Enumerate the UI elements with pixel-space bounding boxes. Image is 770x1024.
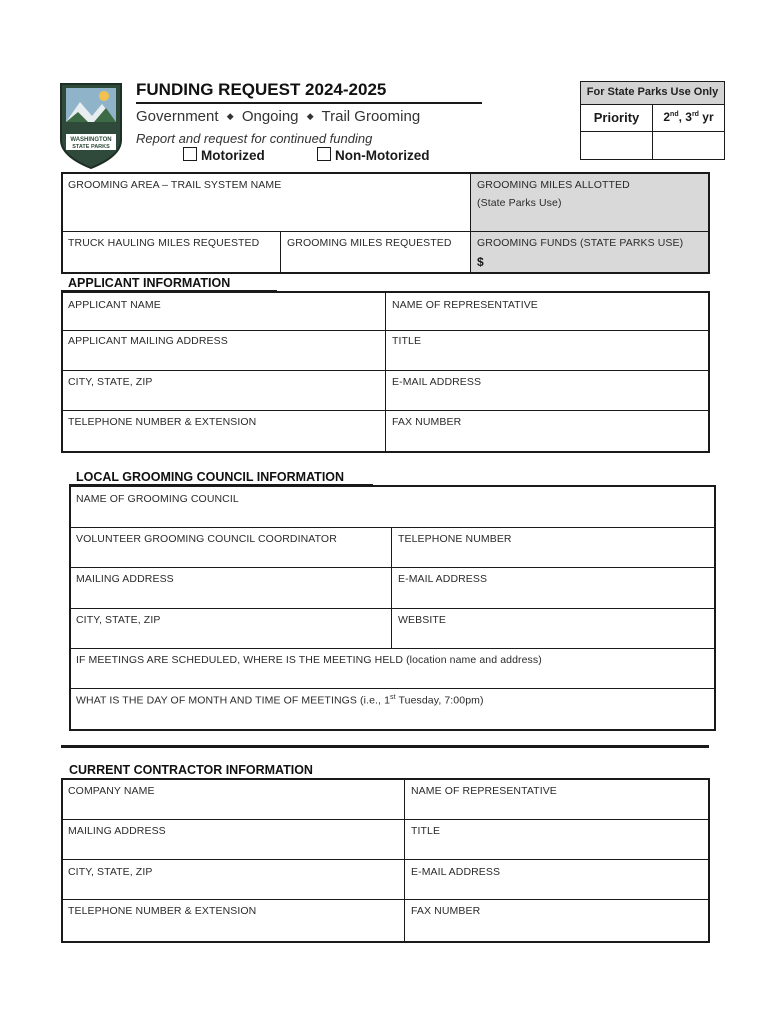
form-tagline: Report and request for continued funding xyxy=(136,131,373,146)
meetings-where-label: IF MEETINGS ARE SCHEDULED, WHERE IS THE MEETING HELD (location name and address) xyxy=(76,654,542,666)
non-motorized-option[interactable] xyxy=(317,147,429,163)
applicant-fax-label: FAX NUMBER xyxy=(392,416,462,428)
applicant-name-input[interactable] xyxy=(63,313,384,329)
contractor-company-label: COMPANY NAME xyxy=(68,785,155,797)
section-separator xyxy=(61,745,709,748)
truck-hauling-input[interactable] xyxy=(63,251,279,271)
grooming-divider xyxy=(280,231,281,272)
svg-text:WASHINGTON: WASHINGTON xyxy=(70,137,112,143)
meetings-when-suffix: Tuesday, 7:00pm) xyxy=(395,694,484,707)
applicant-title-label: TITLE xyxy=(392,335,422,347)
non-motorized-label: Non-Motorized xyxy=(335,148,430,163)
contractor-mailing-address-input[interactable] xyxy=(63,839,403,858)
applicant-email-input[interactable] xyxy=(387,390,707,409)
motorized-label: Motorized xyxy=(201,148,265,163)
meetings-when-ordinal: st xyxy=(390,694,396,701)
contractor-company-input[interactable] xyxy=(63,800,403,818)
motorized-checkbox[interactable] xyxy=(183,147,197,161)
title-underline xyxy=(136,102,482,104)
applicant-title-input[interactable] xyxy=(387,350,707,369)
council-website-input[interactable] xyxy=(393,628,714,647)
council-row-divider xyxy=(71,527,714,528)
applicant-city-state-zip-input[interactable] xyxy=(63,390,384,409)
meetings-when-prefix: WHAT IS THE DAY OF MONTH AND TIME OF MEETINGS (i.e., 1 xyxy=(76,694,391,707)
contractor-telephone-input[interactable] xyxy=(63,919,403,940)
council-row-divider xyxy=(71,567,714,568)
grooming-funds-currency: $ xyxy=(477,255,484,269)
applicant-city-state-zip-label: CITY, STATE, ZIP xyxy=(68,376,153,388)
contractor-row-divider xyxy=(63,899,708,900)
grooming-miles-allotted-note: (State Parks Use) xyxy=(477,197,562,209)
applicant-column-divider xyxy=(385,293,386,451)
council-mailing-address-label: MAILING ADDRESS xyxy=(76,573,174,585)
non-motorized-checkbox[interactable] xyxy=(317,147,331,161)
council-row-divider xyxy=(71,648,714,649)
council-column-divider xyxy=(391,527,392,648)
grooming-divider xyxy=(63,231,708,232)
council-telephone-input[interactable] xyxy=(393,547,714,566)
applicant-mailing-address-label: APPLICANT MAILING ADDRESS xyxy=(68,335,228,347)
applicant-row-divider xyxy=(63,410,708,411)
applicant-name-label: APPLICANT NAME xyxy=(68,299,161,311)
contractor-fax-label: FAX NUMBER xyxy=(411,905,481,917)
contractor-telephone-label: TELEPHONE NUMBER & EXTENSION xyxy=(68,905,257,917)
subtitle-part-1: Government xyxy=(136,108,219,125)
grooming-miles-requested-label: GROOMING MILES REQUESTED xyxy=(287,237,452,249)
council-telephone-label: TELEPHONE NUMBER xyxy=(398,533,512,545)
meetings-when-input[interactable] xyxy=(71,708,714,729)
applicant-telephone-input[interactable] xyxy=(63,430,384,450)
contractor-city-state-zip-label: CITY, STATE, ZIP xyxy=(68,866,153,878)
state-parks-logo xyxy=(58,78,124,170)
council-mailing-address-input[interactable] xyxy=(71,587,390,607)
applicant-row-divider xyxy=(63,370,708,371)
contractor-fax-input[interactable] xyxy=(406,919,707,940)
council-section-title: LOCAL GROOMING COUNCIL INFORMATION xyxy=(76,470,345,484)
form-subtitle xyxy=(136,108,420,125)
applicant-telephone-label: TELEPHONE NUMBER & EXTENSION xyxy=(68,416,257,428)
subtitle-part-3: Trail Grooming xyxy=(321,108,421,125)
priority-input[interactable] xyxy=(581,132,652,159)
council-coordinator-input[interactable] xyxy=(71,547,390,566)
council-name-input[interactable] xyxy=(71,507,714,526)
contractor-representative-input[interactable] xyxy=(406,800,707,818)
priority-label: Priority xyxy=(593,110,640,125)
council-email-label: E-MAIL ADDRESS xyxy=(398,573,488,585)
priority-year-input[interactable] xyxy=(653,132,724,159)
contractor-city-state-zip-input[interactable] xyxy=(63,880,403,898)
applicant-fax-input[interactable] xyxy=(387,430,707,450)
diamond-separator-icon: ◆ xyxy=(226,111,234,121)
svg-text:STATE PARKS: STATE PARKS xyxy=(72,144,110,150)
contractor-title-input[interactable] xyxy=(406,839,707,858)
contractor-row-divider xyxy=(63,859,708,860)
grooming-area-input[interactable] xyxy=(63,193,469,230)
contractor-title-label: TITLE xyxy=(411,825,441,837)
applicant-representative-input[interactable] xyxy=(387,313,707,329)
applicant-email-label: E-MAIL ADDRESS xyxy=(392,376,482,388)
contractor-column-divider xyxy=(404,780,405,941)
grooming-miles-allotted-label: GROOMING MILES ALLOTTED xyxy=(477,179,630,191)
state-use-title: For State Parks Use Only xyxy=(586,86,719,98)
council-coordinator-label: VOLUNTEER GROOMING COUNCIL COORDINATOR xyxy=(76,533,337,545)
grooming-divider xyxy=(470,174,471,272)
meetings-when-label xyxy=(76,694,484,707)
contractor-row-divider xyxy=(63,819,708,820)
council-row-divider xyxy=(71,688,714,689)
council-email-input[interactable] xyxy=(393,587,714,607)
contractor-email-input[interactable] xyxy=(406,880,707,898)
diamond-separator-icon: ◆ xyxy=(306,111,314,121)
council-row-divider xyxy=(71,608,714,609)
grooming-area-label: GROOMING AREA – TRAIL SYSTEM NAME xyxy=(68,179,282,191)
council-city-state-zip-input[interactable] xyxy=(71,628,390,647)
form-title: FUNDING REQUEST 2024-2025 xyxy=(136,80,387,99)
applicant-row-divider xyxy=(63,330,708,331)
council-name-label: NAME OF GROOMING COUNCIL xyxy=(76,493,239,505)
priority-values: 2nd, 3rd yr xyxy=(663,110,714,124)
contractor-representative-label: NAME OF REPRESENTATIVE xyxy=(411,785,557,797)
subtitle-part-2: Ongoing xyxy=(241,108,299,125)
applicant-representative-label: NAME OF REPRESENTATIVE xyxy=(392,299,538,311)
contractor-email-label: E-MAIL ADDRESS xyxy=(411,866,501,878)
applicant-section-title: APPLICANT INFORMATION xyxy=(68,276,231,290)
motorized-option[interactable] xyxy=(183,147,265,163)
council-city-state-zip-label: CITY, STATE, ZIP xyxy=(76,614,161,626)
contractor-section-title: CURRENT CONTRACTOR INFORMATION xyxy=(69,763,313,777)
grooming-funds-label: GROOMING FUNDS (STATE PARKS USE) xyxy=(477,237,684,249)
council-website-label: WEBSITE xyxy=(398,614,446,626)
grooming-miles-requested-input[interactable] xyxy=(282,251,469,271)
truck-hauling-label: TRUCK HAULING MILES REQUESTED xyxy=(68,237,260,249)
contractor-mailing-address-label: MAILING ADDRESS xyxy=(68,825,166,837)
applicant-mailing-address-input[interactable] xyxy=(63,350,384,369)
meetings-where-input[interactable] xyxy=(71,668,714,687)
